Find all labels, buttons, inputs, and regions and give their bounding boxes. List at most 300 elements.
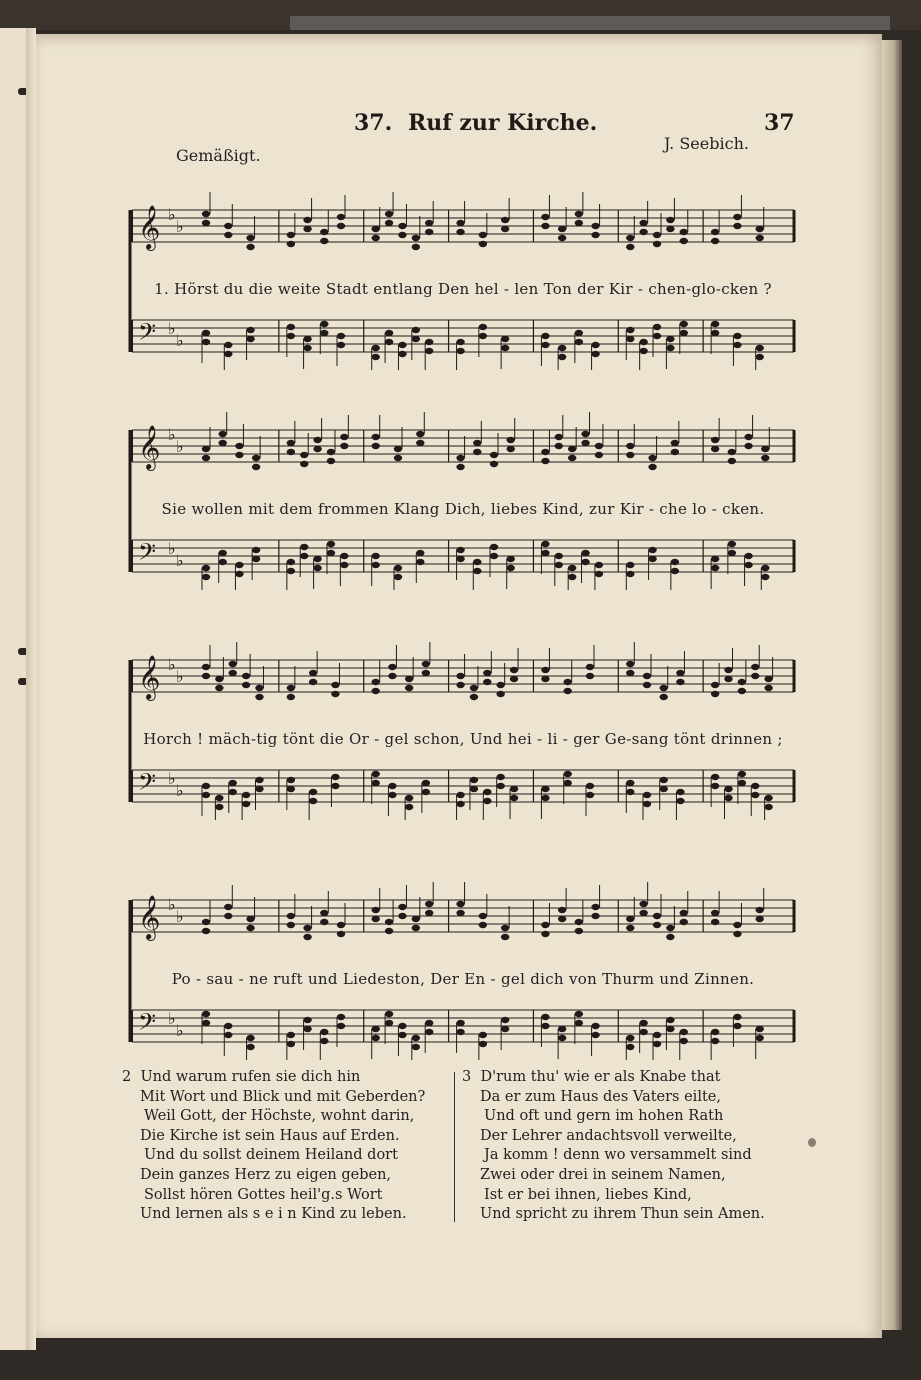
- note-head: [246, 1044, 254, 1050]
- note-head: [215, 804, 223, 810]
- note-head: [555, 562, 563, 568]
- note-head: [591, 351, 599, 357]
- note-head: [394, 455, 402, 461]
- note-head: [229, 661, 237, 667]
- note-head: [394, 565, 402, 571]
- note-head: [639, 1029, 647, 1035]
- note-head: [756, 1035, 764, 1041]
- note-head: [666, 336, 674, 342]
- note-head: [564, 780, 572, 786]
- note-head: [744, 562, 752, 568]
- note-head: [224, 342, 232, 348]
- note-head: [242, 792, 250, 798]
- note-head: [412, 336, 420, 342]
- note-head: [287, 913, 295, 919]
- note-head: [507, 437, 515, 443]
- note-head: [309, 789, 317, 795]
- note-head: [320, 238, 328, 244]
- flat-sign-icon: ♭: [176, 331, 184, 350]
- note-head: [653, 232, 661, 238]
- note-head: [666, 934, 674, 940]
- note-head: [483, 670, 491, 676]
- note-head: [756, 226, 764, 232]
- note-head: [219, 431, 227, 437]
- note-head: [666, 217, 674, 223]
- note-head: [591, 913, 599, 919]
- note-head: [303, 345, 311, 351]
- note-head: [626, 670, 634, 676]
- note-head: [591, 232, 599, 238]
- note-head: [202, 220, 210, 226]
- note-head: [558, 354, 566, 360]
- note-head: [541, 214, 549, 220]
- note-head: [425, 910, 433, 916]
- note-head: [372, 780, 380, 786]
- note-head: [733, 1023, 741, 1029]
- note-head: [456, 910, 464, 916]
- note-head: [639, 901, 647, 907]
- note-head: [202, 792, 210, 798]
- note-head: [501, 934, 509, 940]
- bass-clef-icon: 𝄢: [138, 318, 157, 351]
- note-head: [733, 922, 741, 928]
- note-head: [219, 440, 227, 446]
- note-head: [581, 559, 589, 565]
- note-head: [425, 1020, 433, 1026]
- note-head: [558, 345, 566, 351]
- note-head: [724, 667, 732, 673]
- lyric-line: 1. Hörst du die weite Stadt entlang Den hel - len Ton der Kir - chen-glo-cken ?: [154, 280, 772, 298]
- note-head: [412, 235, 420, 241]
- note-head: [501, 226, 509, 232]
- song-title: Ruf zur Kirche.: [408, 110, 598, 136]
- note-head: [507, 446, 515, 452]
- note-head: [202, 673, 210, 679]
- flat-sign-icon: ♭: [176, 781, 184, 800]
- note-head: [287, 440, 295, 446]
- note-head: [711, 565, 719, 571]
- note-head: [252, 547, 260, 553]
- note-head: [219, 559, 227, 565]
- note-head: [586, 792, 594, 798]
- page-stack-edge: [882, 40, 902, 1330]
- paper-smudge: [808, 1138, 816, 1147]
- note-head: [470, 685, 478, 691]
- note-head: [761, 574, 769, 580]
- note-head: [626, 1035, 634, 1041]
- note-head: [555, 443, 563, 449]
- note-head: [327, 458, 335, 464]
- note-head: [660, 786, 668, 792]
- note-head: [456, 348, 464, 354]
- flat-sign-icon: ♭: [168, 769, 176, 788]
- note-head: [733, 931, 741, 937]
- note-head: [255, 685, 263, 691]
- note-head: [372, 562, 380, 568]
- note-head: [224, 351, 232, 357]
- note-head: [385, 211, 393, 217]
- note-head: [744, 443, 752, 449]
- note-head: [555, 553, 563, 559]
- note-head: [756, 907, 764, 913]
- note-head: [671, 440, 679, 446]
- music-system-1: [128, 170, 798, 370]
- note-head: [558, 226, 566, 232]
- note-head: [327, 550, 335, 556]
- note-head: [660, 685, 668, 691]
- note-head: [541, 1023, 549, 1029]
- note-head: [738, 780, 746, 786]
- note-head: [479, 241, 487, 247]
- note-head: [202, 211, 210, 217]
- note-head: [425, 901, 433, 907]
- note-head: [496, 783, 504, 789]
- note-head: [246, 327, 254, 333]
- note-head: [639, 229, 647, 235]
- note-head: [591, 1023, 599, 1029]
- note-head: [202, 339, 210, 345]
- note-head: [405, 676, 413, 682]
- note-head: [507, 556, 515, 562]
- note-head: [385, 1020, 393, 1026]
- note-head: [648, 547, 656, 553]
- flat-sign-icon: ♭: [176, 551, 184, 570]
- note-head: [337, 333, 345, 339]
- note-head: [215, 676, 223, 682]
- music-notation: [128, 170, 798, 370]
- note-head: [728, 541, 736, 547]
- note-head: [591, 1032, 599, 1038]
- note-head: [626, 571, 634, 577]
- note-head: [541, 667, 549, 673]
- note-head: [575, 919, 583, 925]
- note-head: [541, 223, 549, 229]
- note-head: [568, 455, 576, 461]
- verse-line: Und du sollst deinem Heiland dort: [144, 1147, 398, 1164]
- note-head: [761, 565, 769, 571]
- note-head: [558, 916, 566, 922]
- verse-line: Ja komm ! denn wo versammelt sind: [484, 1147, 752, 1164]
- note-head: [313, 556, 321, 562]
- note-head: [541, 676, 549, 682]
- note-head: [711, 446, 719, 452]
- note-head: [711, 1038, 719, 1044]
- note-head: [246, 916, 254, 922]
- note-head: [724, 786, 732, 792]
- note-head: [666, 925, 674, 931]
- note-head: [320, 229, 328, 235]
- note-head: [581, 550, 589, 556]
- note-head: [501, 1017, 509, 1023]
- note-head: [680, 910, 688, 916]
- note-head: [422, 661, 430, 667]
- note-head: [456, 464, 464, 470]
- additional-verses: [36, 1068, 882, 1258]
- note-head: [456, 455, 464, 461]
- note-head: [473, 449, 481, 455]
- note-head: [490, 461, 498, 467]
- note-head: [470, 786, 478, 792]
- note-head: [246, 1035, 254, 1041]
- note-head: [711, 437, 719, 443]
- note-head: [412, 916, 420, 922]
- note-head: [728, 458, 736, 464]
- music-system-4: [128, 860, 798, 1060]
- note-head: [711, 556, 719, 562]
- note-head: [595, 443, 603, 449]
- note-head: [300, 461, 308, 467]
- note-head: [479, 1032, 487, 1038]
- note-head: [340, 434, 348, 440]
- note-head: [287, 568, 295, 574]
- note-head: [575, 1020, 583, 1026]
- note-head: [479, 324, 487, 330]
- note-head: [287, 922, 295, 928]
- note-head: [252, 455, 260, 461]
- note-head: [224, 223, 232, 229]
- note-head: [483, 789, 491, 795]
- note-head: [422, 789, 430, 795]
- note-head: [235, 562, 243, 568]
- note-head: [761, 455, 769, 461]
- note-head: [483, 798, 491, 804]
- note-head: [287, 241, 295, 247]
- note-head: [676, 789, 684, 795]
- note-head: [252, 464, 260, 470]
- note-head: [398, 232, 406, 238]
- note-head: [372, 679, 380, 685]
- note-head: [202, 446, 210, 452]
- note-head: [405, 804, 413, 810]
- note-head: [456, 673, 464, 679]
- note-head: [626, 780, 634, 786]
- note-head: [575, 928, 583, 934]
- note-head: [385, 330, 393, 336]
- note-head: [385, 339, 393, 345]
- note-head: [648, 556, 656, 562]
- note-head: [711, 682, 719, 688]
- note-head: [331, 691, 339, 697]
- flat-sign-icon: ♭: [168, 319, 176, 338]
- flat-sign-icon: ♭: [168, 539, 176, 558]
- note-head: [541, 786, 549, 792]
- note-head: [340, 553, 348, 559]
- note-head: [541, 550, 549, 556]
- note-head: [235, 571, 243, 577]
- note-head: [456, 229, 464, 235]
- note-head: [246, 336, 254, 342]
- note-head: [337, 223, 345, 229]
- note-head: [626, 661, 634, 667]
- note-head: [639, 220, 647, 226]
- note-head: [398, 913, 406, 919]
- note-head: [303, 226, 311, 232]
- note-head: [653, 913, 661, 919]
- treble-clef-icon: 𝄞: [138, 205, 161, 249]
- note-head: [331, 682, 339, 688]
- note-head: [733, 214, 741, 220]
- note-head: [398, 904, 406, 910]
- note-head: [337, 922, 345, 928]
- note-head: [711, 321, 719, 327]
- note-head: [676, 670, 684, 676]
- note-head: [425, 220, 433, 226]
- note-head: [337, 214, 345, 220]
- note-head: [490, 544, 498, 550]
- note-head: [738, 688, 746, 694]
- verse-line: Ist er bei ihnen, liebes Kind,: [484, 1186, 692, 1203]
- music-notation: [128, 620, 798, 820]
- note-head: [680, 330, 688, 336]
- note-head: [372, 443, 380, 449]
- note-head: [671, 559, 679, 565]
- flat-sign-icon: ♭: [168, 655, 176, 674]
- note-head: [398, 1023, 406, 1029]
- note-head: [416, 550, 424, 556]
- note-head: [229, 789, 237, 795]
- note-head: [287, 232, 295, 238]
- verse-line: D'rum thu' wie er als Knabe that: [480, 1069, 721, 1085]
- flat-sign-icon: ♭: [168, 895, 176, 914]
- note-head: [388, 673, 396, 679]
- note-head: [340, 443, 348, 449]
- note-head: [303, 1017, 311, 1023]
- note-head: [626, 789, 634, 795]
- note-head: [303, 336, 311, 342]
- note-head: [564, 679, 572, 685]
- note-head: [398, 223, 406, 229]
- note-head: [456, 801, 464, 807]
- book-cover-top: [0, 0, 921, 30]
- note-head: [575, 220, 583, 226]
- note-head: [388, 792, 396, 798]
- flat-sign-icon: ♭: [176, 667, 184, 686]
- note-head: [309, 798, 317, 804]
- note-head: [738, 679, 746, 685]
- note-head: [711, 330, 719, 336]
- note-head: [385, 1011, 393, 1017]
- note-head: [473, 568, 481, 574]
- note-head: [581, 431, 589, 437]
- note-head: [756, 916, 764, 922]
- note-head: [648, 455, 656, 461]
- note-head: [372, 688, 380, 694]
- note-head: [242, 682, 250, 688]
- note-head: [744, 434, 752, 440]
- note-head: [510, 786, 518, 792]
- note-head: [541, 795, 549, 801]
- note-head: [337, 931, 345, 937]
- verse-line: Die Kirche ist sein Haus auf Erden.: [140, 1127, 400, 1144]
- note-head: [235, 452, 243, 458]
- note-head: [626, 925, 634, 931]
- note-head: [541, 931, 549, 937]
- note-head: [483, 679, 491, 685]
- note-head: [541, 541, 549, 547]
- note-head: [456, 901, 464, 907]
- music-system-2: [128, 390, 798, 590]
- note-head: [711, 229, 719, 235]
- page-number: 37: [764, 110, 795, 136]
- note-head: [246, 235, 254, 241]
- note-head: [416, 431, 424, 437]
- note-head: [337, 1014, 345, 1020]
- verse-line: Und warum rufen sie dich hin: [140, 1069, 361, 1085]
- flat-sign-icon: ♭: [176, 1021, 184, 1040]
- note-head: [320, 1029, 328, 1035]
- note-head: [385, 928, 393, 934]
- left-page-edge: [0, 28, 28, 1350]
- flat-sign-icon: ♭: [168, 205, 176, 224]
- song-number: 37.: [354, 110, 393, 136]
- note-head: [626, 244, 634, 250]
- note-head: [372, 916, 380, 922]
- verse-line: Dein ganzes Herz zu eigen geben,: [140, 1166, 392, 1183]
- note-head: [473, 559, 481, 565]
- note-head: [751, 783, 759, 789]
- book-spine: [26, 28, 36, 1350]
- note-head: [626, 443, 634, 449]
- verse-line: Und oft und gern im hohen Rath: [484, 1108, 724, 1125]
- note-head: [728, 550, 736, 556]
- note-head: [591, 904, 599, 910]
- note-head: [202, 1011, 210, 1017]
- note-head: [591, 342, 599, 348]
- note-head: [313, 565, 321, 571]
- note-head: [666, 1026, 674, 1032]
- note-head: [470, 777, 478, 783]
- note-head: [764, 685, 772, 691]
- note-head: [242, 673, 250, 679]
- note-head: [541, 342, 549, 348]
- note-head: [372, 553, 380, 559]
- bass-clef-icon: 𝄢: [138, 1008, 157, 1041]
- verse-line: Und spricht zu ihrem Thun sein Amen.: [480, 1206, 765, 1223]
- note-head: [372, 1026, 380, 1032]
- note-head: [501, 925, 509, 931]
- tempo-marking: Gemäßigt.: [176, 146, 261, 165]
- note-head: [591, 223, 599, 229]
- note-head: [412, 1044, 420, 1050]
- note-head: [309, 679, 317, 685]
- note-head: [764, 676, 772, 682]
- note-head: [564, 688, 572, 694]
- note-head: [224, 913, 232, 919]
- note-head: [287, 786, 295, 792]
- verse-line: Und lernen als s e i n Kind zu leben.: [140, 1206, 407, 1223]
- treble-clef-icon: 𝄞: [138, 425, 161, 469]
- note-head: [202, 574, 210, 580]
- note-head: [711, 910, 719, 916]
- hymn-page: [36, 34, 882, 1338]
- note-head: [626, 327, 634, 333]
- note-head: [425, 229, 433, 235]
- note-head: [246, 244, 254, 250]
- note-head: [372, 1035, 380, 1041]
- note-head: [479, 922, 487, 928]
- note-head: [372, 354, 380, 360]
- note-head: [733, 342, 741, 348]
- music-notation: [128, 860, 798, 1060]
- note-head: [309, 670, 317, 676]
- verse-line: Zwei oder drei in seinem Namen,: [480, 1166, 726, 1183]
- note-head: [456, 792, 464, 798]
- note-head: [541, 922, 549, 928]
- note-head: [626, 562, 634, 568]
- note-head: [320, 919, 328, 925]
- note-head: [744, 553, 752, 559]
- note-head: [224, 1032, 232, 1038]
